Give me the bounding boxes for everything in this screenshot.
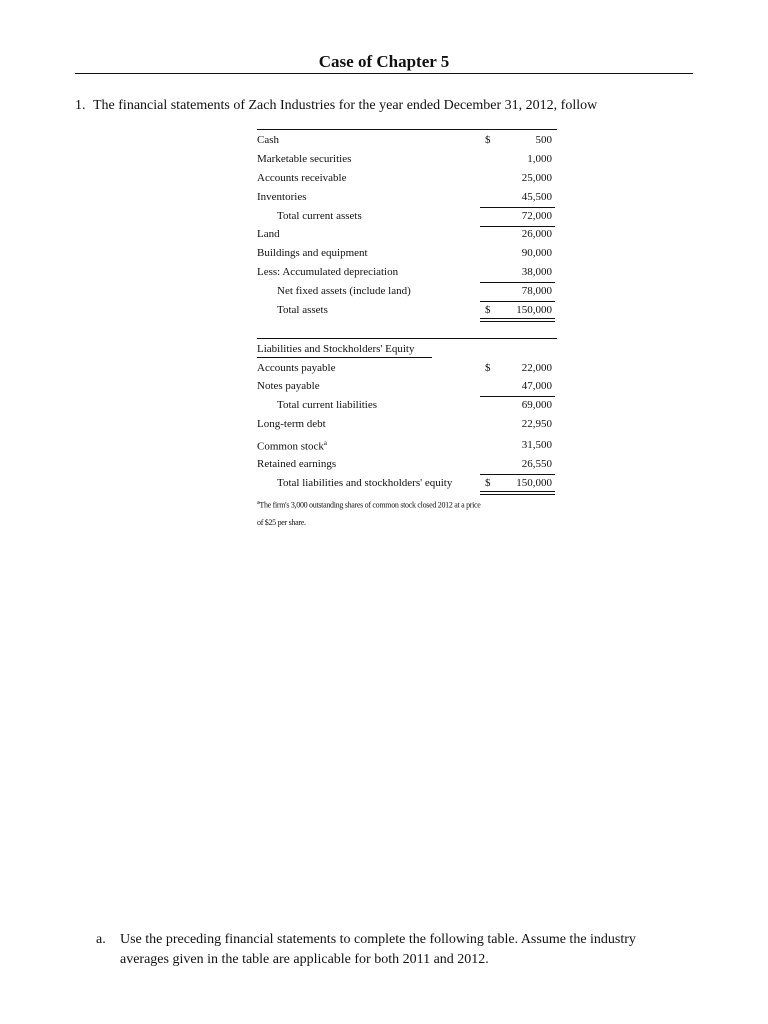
subtotal-rule [480,226,555,227]
liabilities-header-underline [257,357,432,358]
row-amount: 38,000 [521,266,552,278]
asset-row-cash [257,134,554,152]
row-amount: 78,000 [521,285,552,297]
question-a-letter: a. [96,932,106,947]
row-label: Long-term debt [257,418,326,430]
question-1-number: 1. [75,98,86,113]
row-label: Net fixed assets (include land) [277,285,411,297]
row-amount: 22,950 [521,418,552,430]
asset-row-land [257,228,554,246]
footnote-line-1 [257,500,481,510]
asset-row-marketable-securities [257,153,554,171]
total-double-rule [480,491,555,495]
subtotal-rule [480,396,555,397]
row-label: Accounts payable [257,362,336,374]
subtotal-rule [480,207,555,208]
dollar-sign: $ [485,362,491,374]
total-double-rule [480,318,555,322]
liability-row-long-term-debt [257,418,554,436]
row-amount: 22,000 [521,362,552,374]
row-amount: 150,000 [516,304,552,316]
row-label: Total current liabilities [277,399,378,411]
row-amount: 26,000 [521,228,552,240]
row-amount: 45,500 [521,191,552,203]
dollar-sign: $ [485,477,491,489]
row-amount: 90,000 [521,247,552,259]
dollar-sign: $ [485,134,491,146]
subtotal-rule [480,301,555,302]
liabilities-top-rule [257,338,557,339]
question-a-text: Use the preceding financial statements to complete the following table. Assume the industry averages given in the table are applicable for both 2011 and 2012. [120,932,636,967]
asset-row-buildings-equipment [257,247,554,265]
row-label: Inventories [257,191,307,203]
title-underline [75,73,693,74]
liabilities-header-row [257,343,554,361]
subtotal-rule [480,282,555,283]
row-amount: 31,500 [521,439,552,451]
row-label: Total liabilities and stockholders' equity [277,477,453,489]
row-label: Land [257,228,280,240]
row-label: Total current assets [277,210,362,222]
row-amount: 150,000 [516,477,552,489]
row-amount: 26,550 [521,458,552,470]
row-amount: 25,000 [521,172,552,184]
liability-row-accounts-payable [257,362,554,380]
row-amount: 72,000 [521,210,552,222]
row-amount: 500 [535,134,552,146]
asset-row-accounts-receivable [257,172,554,190]
page-title: Case of Chapter 5 [318,52,450,71]
row-label: Accounts receivable [257,172,347,184]
liabilities-header: Liabilities and Stockholders' Equity [257,343,415,355]
liability-row-total-current-liabilities [257,399,554,417]
question-1-text: The financial statements of Zach Industries for the year ended December 31, 2012, follow [93,98,598,113]
subtotal-rule [480,474,555,475]
row-label: Notes payable [257,380,320,392]
footnote-marker: a [257,500,260,506]
liability-row-common-stock [257,439,554,457]
dollar-sign: $ [485,304,491,316]
row-label: Buildings and equipment [257,247,368,259]
footnote-marker: a [323,439,328,447]
row-amount: 1,000 [527,153,552,165]
row-label: Total assets [277,304,328,316]
row-amount: 47,000 [521,380,552,392]
row-amount: 69,000 [521,399,552,411]
common-stock-label: Common stock [257,440,324,453]
footnote-text-1: The firm's 3,000 outstanding shares of common stock closed 2012 at a price [259,500,481,510]
question-1 [75,98,597,114]
row-label: Marketable securities [257,153,352,165]
row-label: Cash [257,134,279,146]
row-label: Retained earnings [257,458,337,470]
balance-sheet-top-rule [257,129,557,130]
footnote-line-2: of $25 per share. [257,518,306,527]
row-label [257,439,327,453]
row-label: Less: Accumulated depreciation [257,266,399,278]
